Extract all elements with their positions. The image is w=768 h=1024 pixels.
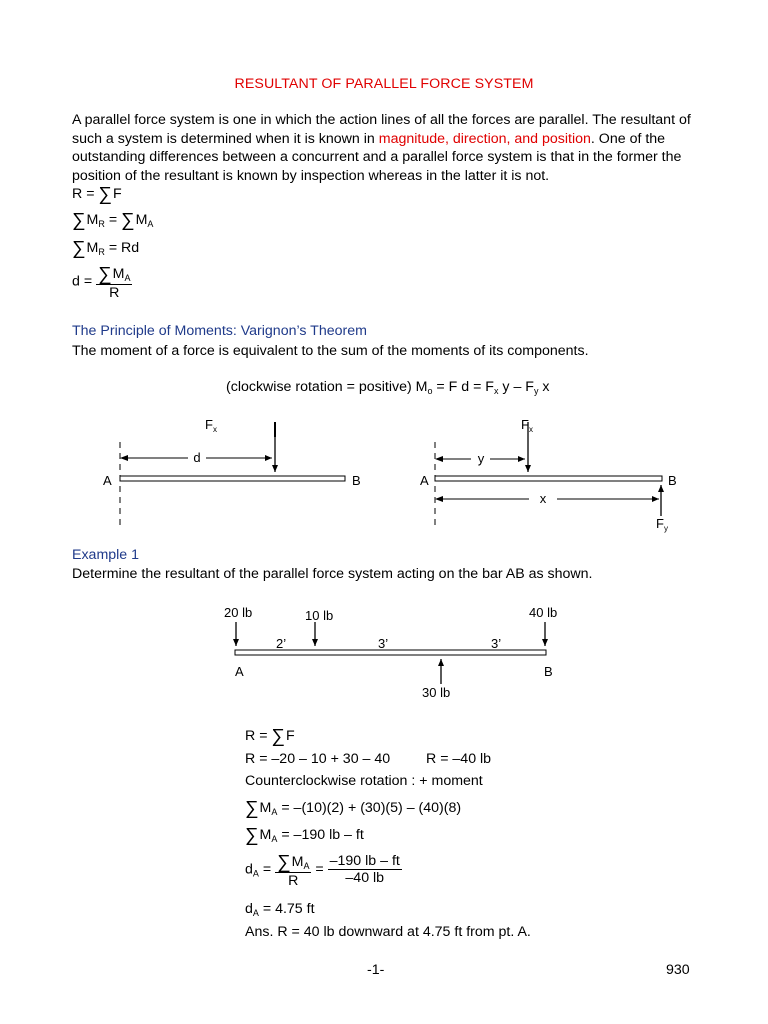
- sol6-eq: =: [258, 861, 276, 878]
- eq1-lhs: R =: [72, 186, 99, 202]
- eq1-rhs: F: [112, 186, 122, 202]
- force-fy-label: $F_y$: [656, 516, 668, 533]
- sol5-m: M: [259, 827, 272, 843]
- dimension-label-x: x: [539, 491, 547, 506]
- sol4-rhs: = –(10)(2) + (30)(5) – (40)(8): [277, 800, 462, 816]
- span-3ft-label: 3’: [378, 636, 389, 651]
- solution-line-1: [245, 724, 295, 746]
- sol6-num-m: M: [291, 854, 304, 870]
- sum-symbol: ∑: [245, 798, 259, 819]
- eq2-m2: M: [135, 212, 148, 228]
- point-a-label: A: [103, 473, 112, 488]
- force-20lb-label: 20 lb: [224, 605, 253, 620]
- eq2-sub2: A: [147, 219, 154, 229]
- sol6-den: R: [275, 872, 311, 889]
- formula-mid: = F d = F: [432, 379, 494, 395]
- point-a-label: A: [235, 664, 244, 679]
- formula-end: x: [538, 379, 550, 395]
- sol6-dsub: A: [252, 868, 259, 879]
- eq3-rhs: = Rd: [104, 240, 140, 256]
- sum-symbol: ∑: [245, 825, 259, 846]
- sol6-num-sub: A: [303, 861, 310, 871]
- solution-line-6: [245, 850, 402, 889]
- sum-symbol: ∑: [72, 238, 86, 259]
- formula-sub-y: y: [533, 386, 539, 396]
- sum-symbol: ∑: [271, 726, 285, 747]
- sol5-rhs: = –190 lb – ft: [277, 827, 364, 843]
- eq3-m: M: [86, 240, 99, 256]
- formula-mid2: y – F: [498, 379, 534, 395]
- solution-line-2-result: R = –40 lb: [426, 751, 492, 767]
- principle-statement: The moment of a force is equivalent to the sum of the moments of its components.: [72, 343, 589, 359]
- arrowhead-left: [120, 455, 128, 461]
- sol5-sub: A: [271, 834, 278, 844]
- sol7-rhs: = 4.75 ft: [258, 901, 315, 917]
- equation-distance: [72, 262, 132, 301]
- solution-answer: Ans. R = 40 lb downward at 4.75 ft from pt. A.: [245, 924, 531, 940]
- force-40lb-label: 40 lb: [529, 605, 558, 620]
- solution-line-4: [245, 796, 461, 818]
- sol6-d: d: [245, 861, 253, 878]
- force-10lb-label: 10 lb: [305, 608, 334, 623]
- equation-resultant: [72, 182, 122, 204]
- page-number: -1-: [367, 962, 385, 978]
- point-b-label: B: [668, 473, 677, 488]
- span-3ft-label: 3’: [491, 636, 502, 651]
- eq3-sub: R: [98, 247, 105, 257]
- sum-symbol: ∑: [277, 852, 291, 873]
- eq2-equals: =: [104, 212, 122, 228]
- intro-text-2: . One of the outstanding differences between a concurrent and a parallel force system is that in the former the position of the resultant is known by inspection whereas in the latter it is not.: [72, 130, 682, 184]
- sol4-m: M: [259, 800, 272, 816]
- intro-highlight: magnitude, direction, and position: [378, 130, 591, 147]
- eq4-den: R: [96, 284, 132, 301]
- point-b-label: B: [544, 664, 553, 679]
- formula-sub-o: o: [427, 386, 433, 396]
- formula-prefix: (clockwise rotation = positive) M: [226, 379, 428, 395]
- document-number: 930: [666, 962, 690, 978]
- sol1-rhs: F: [285, 728, 295, 744]
- intro-text-1: A parallel force system is one in which the action lines of all the forces are parallel. The resultant of such a system is determined when it is known in: [72, 112, 691, 147]
- solution-line-5: [245, 823, 364, 845]
- eq4-lhs: d =: [72, 273, 97, 290]
- page-title: RESULTANT OF PARALLEL FORCE SYSTEM: [234, 76, 534, 92]
- intro-paragraph: [72, 111, 702, 185]
- sum-symbol: ∑: [121, 210, 135, 231]
- dimension-label-y: y: [477, 451, 485, 466]
- principle-formula: [226, 379, 550, 396]
- solution-line-3: Counterclockwise rotation : + moment: [245, 773, 483, 789]
- solution-line-7: [245, 901, 315, 918]
- force-30lb-label: 30 lb: [422, 685, 451, 700]
- force-label: $F_x$: [205, 417, 217, 434]
- solution-line-2: [245, 751, 390, 767]
- sol6-fraction-2: [328, 853, 402, 886]
- beam-ab: [435, 476, 662, 481]
- diagram-components: [384, 410, 768, 540]
- sum-symbol: ∑: [98, 184, 112, 205]
- beam-ab: [120, 476, 345, 481]
- eq2-sub1: R: [98, 219, 105, 229]
- sol2-sum: R = –20 – 10 + 30 – 40: [245, 751, 391, 767]
- example-statement: Determine the resultant of the parallel force system acting on the bar AB as shown.: [72, 566, 593, 582]
- sol6-num2: –190 lb – ft: [329, 853, 400, 869]
- sum-symbol: ∑: [98, 264, 112, 285]
- diagram-example-beam: [200, 598, 580, 708]
- sol6-eq2: =: [311, 861, 328, 878]
- diagram-moment-arm: [0, 410, 384, 530]
- equation-moment-rd: [72, 236, 139, 258]
- point-b-label: B: [352, 473, 361, 488]
- example-heading: Example 1: [72, 547, 140, 563]
- dimension-label-d: d: [193, 450, 201, 465]
- eq4-num-sub: A: [124, 273, 131, 283]
- sol4-sub: A: [271, 807, 278, 817]
- formula-sub-x: x: [493, 386, 499, 396]
- equation-moment-equality: [72, 208, 153, 230]
- sol6-fraction-1: [275, 850, 311, 889]
- point-a-label: A: [420, 473, 429, 488]
- sol6-den2: –40 lb: [328, 869, 402, 886]
- span-2ft-label: 2’: [276, 636, 287, 651]
- principle-heading: The Principle of Moments: Varignon’s Theorem: [72, 323, 367, 339]
- sol7-sub: A: [252, 908, 259, 918]
- eq4-num-m: M: [112, 266, 125, 282]
- sol1-lhs: R =: [245, 728, 272, 744]
- eq4-fraction: [96, 262, 132, 301]
- force-fx-label: $F_x$: [521, 417, 533, 434]
- sol7-d: d: [245, 901, 253, 917]
- eq2-m1: M: [86, 212, 99, 228]
- sum-symbol: ∑: [72, 210, 86, 231]
